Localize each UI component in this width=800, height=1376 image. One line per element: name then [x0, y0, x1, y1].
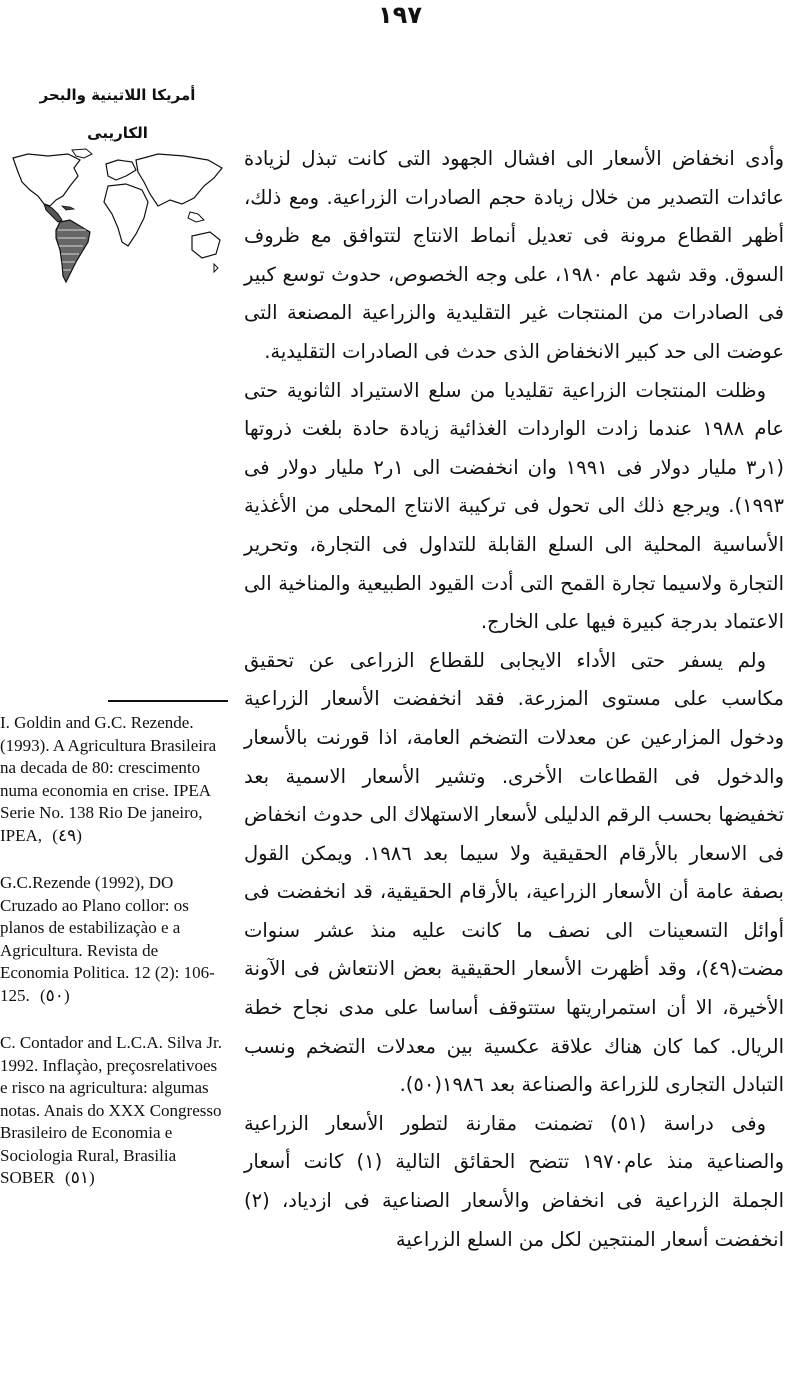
footnote-50 [0, 872, 228, 1007]
footnote-text: G.C.Rezende (1992), DO Cruzado ao Plano collor: os planos de estabilizaçào e a Agricultura. Revista de Economia Politica. 12 (2): 106-125. [0, 873, 215, 1005]
footnote-text: I. Goldin and G.C. Rezende. (1993). A Agricultura Brasileira na decada de 80: crescimento numa economia en crise. IPEA Serie No. 138 Rio De janeiro, IPEA, [0, 713, 217, 845]
paragraph-1: وأدى انخفاض الأسعار الى افشال الجهود التى كانت تبذل لزيادة عائدات التصدير من خلال زيادة حجم الصادرات الزراعية. ومع ذلك، أظهر القطاع مرونة فى تعديل أنماط الانتاج لتتوافق مع ظروف السوق. وقد شهد عام ١٩٨٠، على وجه الخصوص، حدوث توسع كبير فى الصادرات من المنتجات غير التقليدية والزراعية المصنعة التى عوضت الى حد كبير الانخفاض الذى حدث فى الصادرات التقليدية. [244, 147, 784, 363]
paragraph-2: وظلت المنتجات الزراعية تقليديا من سلع الاستيراد الثانوية حتى عام ١٩٨٨ عندما زادت الواردات الغذائية زيادة حادة بلغت ذروتها (١ر٣ مليار دولار فى ١٩٩١ وان انخفضت الى ١ر٢ مليار دولار فى ١٩٩٣). ويرجع ذلك الى تحول فى تركيبة الانتاج المحلى من الأغذية الأساسية المحلية الى السلع القابلة للتداول فى التجارة، وتحرير التجارة ولاسيما تجارة القمح التى أدت القيود الطبيعية والمناخية الى الاعتماد بدرجة كبيرة فيها على الخارج. [244, 378, 785, 634]
page-number: ١٩٧ [378, 1, 422, 29]
footnote-49 [0, 712, 228, 847]
footnote-text: C. Contador and L.C.A. Silva Jr. 1992. Inflaçào, preçosrelativoes e risco na agricultura: algumas notas. Anais do XXX Congresso Brasileiro de Economia e Sociologia Rural, Brasilia SOBER [0, 1033, 222, 1187]
footnote-51 [0, 1032, 228, 1190]
main-body-text [244, 140, 784, 1259]
footnotes [0, 712, 228, 1215]
footnote-number: (٥٠) [40, 985, 70, 1005]
paragraph-4: وفى دراسة (٥١) تضمنت مقارنة لتطور الأسعار الزراعية والصناعية منذ عام١٩٧٠ تتضح الحقائق التالية (١) كانت أسعار الجملة الزراعية فى انخفاض والأسعار الصناعية فى ازدياد، (٢) انخفضت أسعار المنتجين لكل من السلع الزراعية [244, 1111, 784, 1251]
paragraph-3: ولم يسفر حتى الأداء الايجابى للقطاع الزراعى عن تحقيق مكاسب على مستوى المزرعة. فقد انخفضت الأسعار الزراعية ودخول المزارعين عن معدلات التضخم العامة، اذا قورنت بالأسعار والدخول فى القطاعات الأخرى. وتشير الأسعار الاسمية بعد تخفيضها بحسب الرقم الدليلى لأسعار الاستهلاك الى حدوث انخفاض فى الاسعار بالأرقام الحقيقية ولا سيما بعد ١٩٨٦. ويمكن القول بصفة عامة أن الأسعار الزراعية، بالأرقام الحقيقية، قد انخفضت فى أوائل التسعينات الى نصف ما كانت عليه منذ عشر سنوات مضت(٤٩)، وقد أظهرت الأسعار الحقيقية بعض الانتعاش فى الآونة الأخيرة، الا أن استمراريتها ستتوقف أساسا على مدى نجاح خطة الريال. كما كان هناك علاقة عكسية بين معدلات التضخم ونسب التبادل التجارى للزراعة والصناعة بعد ١٩٨٦(٥٠). [244, 648, 784, 1097]
section-title-line2: الكاريبى [87, 124, 148, 142]
footnote-divider [108, 700, 228, 702]
footnote-number: (٥١) [65, 1168, 95, 1187]
section-title-line1: أمريكا اللاتينية والبحر [39, 86, 196, 104]
footnote-number: (٤٩) [52, 825, 82, 845]
world-map-icon [8, 146, 228, 286]
section-title [0, 76, 235, 152]
